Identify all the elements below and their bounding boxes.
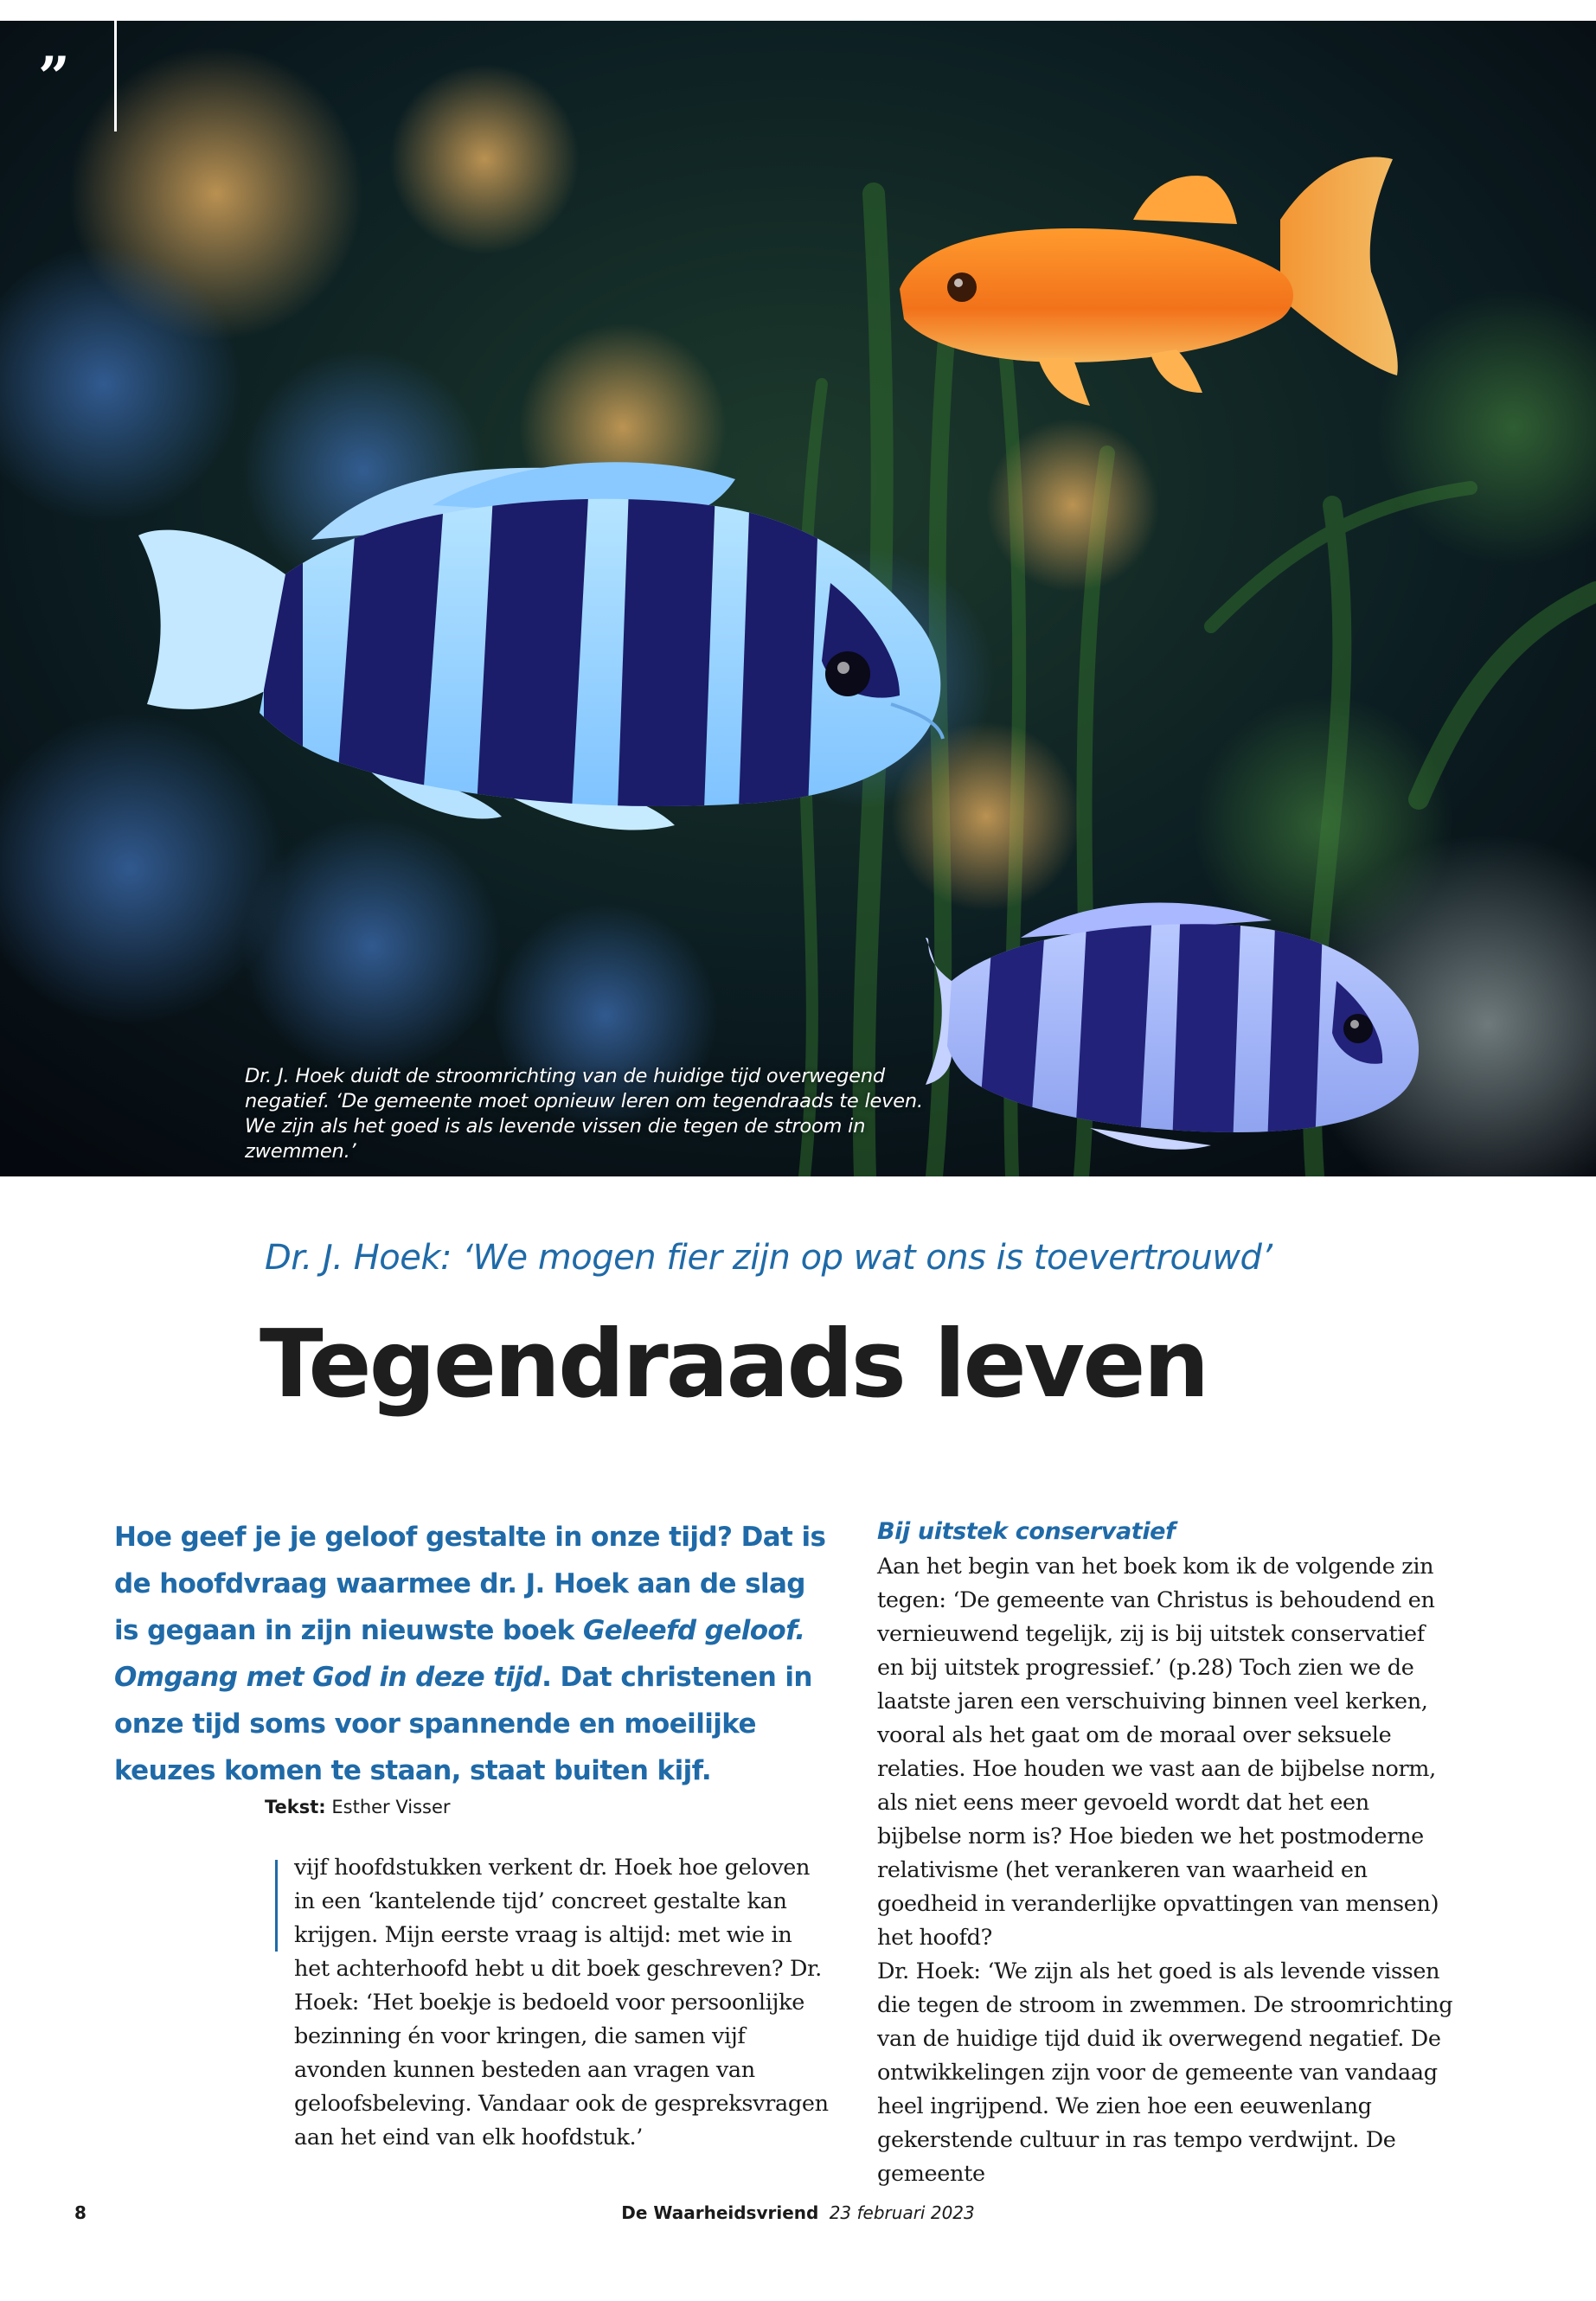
issue-date: 23 februari 2023 bbox=[829, 2202, 975, 2223]
intro-text-2: . Dat christenen in onze tijd soms voor spannende en moeilijke keuzes komen te staan, staat buiten kijf. bbox=[114, 1662, 812, 1786]
quote-rule bbox=[114, 21, 117, 131]
right-paragraph-1: Aan het begin van het boek kom ik de volgende zin tegen: ‘De gemeente van Christus is behoudend en vernieuwend tegelijk, zij is bij uitstek conservatief en bij uitstek progressief.’ (p.28) Toch zien we de laatste jaren een verschuiving binnen veel kerken, vooral als het gaat om de moraal over seksuele relaties. Hoe houden we vast aan de bijbelse norm, als niet eens meer gevoeld wordt dat het een bijbelse norm is? Hoe bieden we het postmoderne relativisme (het verankeren van waarheid en goedheid in veranderlijke opvattingen van mensen) het hoofd? bbox=[877, 1554, 1439, 1951]
article-intro bbox=[114, 1514, 832, 1794]
section-heading: Bij uitstek conservatief bbox=[877, 1518, 1176, 1545]
byline bbox=[265, 1794, 451, 1820]
magazine-name: De Waarheidsvriend bbox=[621, 2202, 819, 2223]
left-paragraph bbox=[265, 1851, 831, 2155]
footer-magazine bbox=[0, 2202, 1596, 2223]
byline-label: Tekst: bbox=[265, 1797, 326, 1817]
body-column-right bbox=[877, 1514, 1457, 2191]
byline-name: Esther Visser bbox=[331, 1797, 451, 1817]
intro-text-1: Hoe geef je je geloof gestalte in onze tijd? Dat is de hoofdvraag waarmee dr. J. Hoek aan de slag is gegaan in zijn nieuwste boek bbox=[114, 1522, 826, 1646]
quote-mark: ” bbox=[38, 45, 70, 110]
body-column-left bbox=[265, 1851, 831, 2155]
article-headline: Tegendraads leven bbox=[260, 1311, 1208, 1419]
article-subtitle: Dr. J. Hoek: ‘We mogen fier zijn op wat ons is toevertrouwd’ bbox=[265, 1238, 1272, 1278]
left-paragraph-text: vijf hoofdstukken verkent dr. Hoek hoe geloven in een ‘kantelende tijd’ concreet gestalte kan krijgen. Mijn eerste vraag is altijd: met wie in het achterhoofd hebt u dit boek geschreven? Dr. Hoek: ‘Het boekje is bedoeld voor persoonlijke bezinning én voor kringen, die samen vijf avonden kunnen besteden aan vragen van geloofsbeleving. Vandaar ook de gespreksvragen aan het eind van elk hoofdstuk.’ bbox=[294, 1855, 829, 2150]
photo-caption: Dr. J. Hoek duidt de stroomrichting van de huidige tijd overwegend negatief. ‘De gemeente moet opnieuw leren om tegendraads te leven. We zijn als het goed is als levende vissen die tegen de stroom in zwemmen.’ bbox=[245, 1065, 923, 1163]
page-number: 8 bbox=[74, 2202, 87, 2223]
cover-photo bbox=[0, 21, 1596, 1176]
right-paragraph-2: Dr. Hoek: ‘We zijn als het goed is als levende vissen die tegen de stroom in zwemmen. De stroomrichting van de huidige tijd duid ik overwegend negatief. De ontwikkelingen zijn voor de gemeente van vandaag heel ingrijpend. We zien hoe een eeuwenlang gekerstende cultuur in ras tempo verdwijnt. De gemeente bbox=[877, 1958, 1453, 2187]
intro-book-title: Geleefd geloof. Omgang met God in deze tijd bbox=[114, 1615, 805, 1693]
